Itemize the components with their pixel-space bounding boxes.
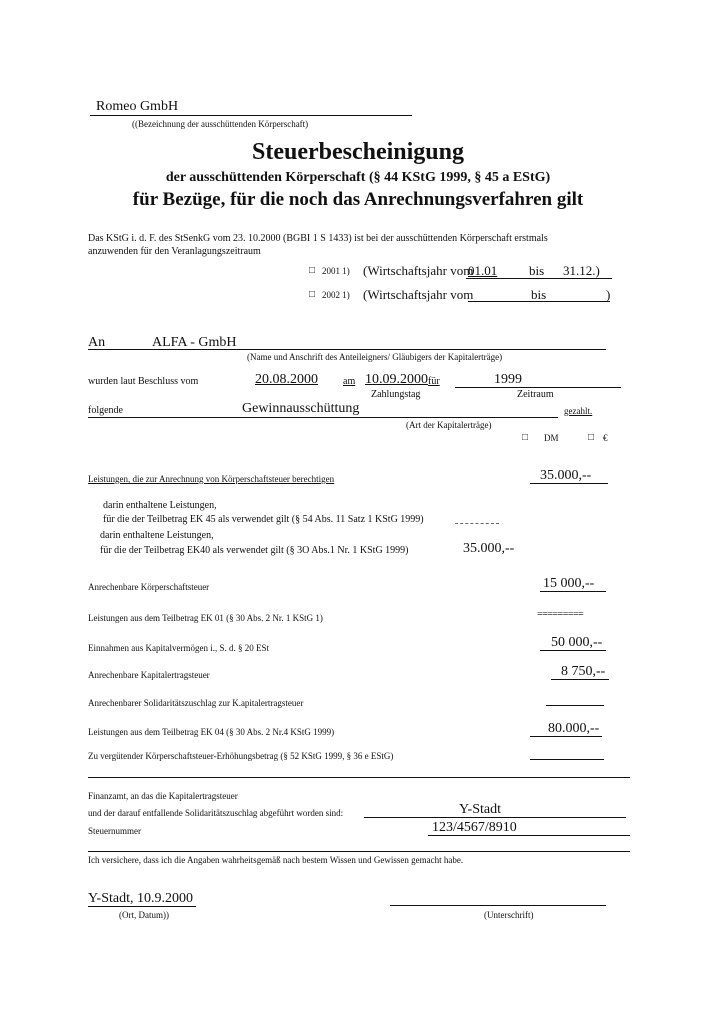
page-title: Steuerbescheinigung bbox=[251, 139, 464, 165]
option-2001-text: (Wirtschaftsjahr vom bbox=[363, 263, 474, 278]
payment-caption: Zahlungstag bbox=[371, 389, 421, 400]
erhoehung-label: Zu vergütender Körperschaftsteuer-Erhöhungsbetrag (§ 52 KStG 1999, § 36 e EStG) bbox=[88, 751, 394, 761]
anr-kst-value: 15 000,-- bbox=[543, 576, 595, 591]
finance-office-line bbox=[364, 817, 626, 818]
currency-dm: DM bbox=[544, 433, 559, 443]
type-line bbox=[88, 417, 558, 418]
place-date: Y-Stadt, 10.9.2000 bbox=[88, 891, 193, 906]
ek01-label: Leistungen aus dem Teilbetrag EK 01 (§ 30 Abs. 2 Nr. 1 KStG 1) bbox=[88, 613, 323, 623]
issuer-line bbox=[90, 115, 412, 116]
place-caption: (Ort, Datum)) bbox=[119, 910, 169, 920]
soli-label: Anrechenbarer Solidaritätszuschlag zur K.apitalertragsteuer bbox=[88, 698, 304, 708]
ek40-line-1: darin enthaltene Leistungen, bbox=[100, 530, 214, 541]
taxno-line bbox=[428, 835, 630, 836]
separator-2 bbox=[88, 851, 630, 852]
ek40-line-2: für die der Teilbetrag EK40 als verwendet gilt (§ 3O Abs.1 Nr. 1 KStG 1999) bbox=[100, 545, 409, 556]
option-2001-label: 2001 1) bbox=[322, 266, 350, 276]
leistungen-label: Leistungen, die zur Anrechnung von Körperschaftsteuer berechtigen bbox=[88, 474, 335, 484]
checkbox-dm[interactable]: □ bbox=[522, 432, 529, 443]
ek04-value: 80.000,-- bbox=[548, 721, 600, 736]
finance-line-2: und der darauf entfallende Solidaritätszuschlag abgeführt worden sind: bbox=[88, 808, 344, 818]
recipient-name: ALFA - GmbH bbox=[152, 335, 237, 350]
subtitle-1: der ausschüttenden Körperschaft (§ 44 KStG 1999, § 45 a EStG) bbox=[165, 170, 551, 185]
anr-kst-label: Anrechenbare Körperschaftsteuer bbox=[88, 582, 210, 592]
gezahlt-label: gezahlt. bbox=[564, 406, 593, 416]
kapest-value: 8 750,-- bbox=[561, 664, 606, 679]
period-caption: Zeitraum bbox=[517, 389, 554, 400]
signature-line[interactable] bbox=[390, 905, 606, 906]
taxno-label: Steuernummer bbox=[88, 826, 141, 836]
option-2002-bis: bis bbox=[531, 287, 547, 302]
soli-line[interactable] bbox=[546, 705, 604, 706]
leistungen-line bbox=[530, 483, 608, 484]
recipient-caption: (Name und Anschrift des Anteileigners/ Gläubigers der Kapitalerträge) bbox=[247, 352, 503, 362]
resolution-fuer: für bbox=[428, 376, 440, 387]
place-date-line bbox=[88, 906, 196, 907]
ek04-line bbox=[530, 736, 602, 737]
resolution-date: 20.08.2000 bbox=[255, 372, 318, 387]
ek45-line-2: für die der Teilbetrag EK 45 als verwendet gilt (§ 54 Abs. 11 Satz 1 KStG 1999) bbox=[103, 514, 424, 525]
ek01-value: ========= bbox=[537, 609, 584, 620]
sign-caption: (Unterschrift) bbox=[484, 910, 534, 920]
checkbox-2002[interactable]: □ bbox=[309, 289, 316, 300]
ek04-label: Leistungen aus dem Teilbetrag EK 04 (§ 30 Abs. 2 Nr.4 KStG 1999) bbox=[88, 727, 335, 737]
einnahmen-value: 50 000,-- bbox=[551, 635, 603, 650]
kapest-line bbox=[551, 679, 609, 680]
resolution-label: wurden laut Beschluss vom bbox=[88, 376, 199, 387]
option-2001-to: 31.12.) bbox=[563, 263, 600, 278]
finance-office: Y-Stadt bbox=[459, 802, 501, 817]
ek40-value: 35.000,-- bbox=[463, 541, 515, 556]
ek45-line-1: darin enthaltene Leistungen, bbox=[103, 500, 217, 511]
distribution-type: Gewinnausschüttung bbox=[242, 401, 360, 416]
finance-line-1: Finanzamt, an das die Kapitalertragsteuer bbox=[88, 791, 238, 801]
issuer-caption: ((Bezeichnung der ausschüttenden Körperschaft) bbox=[132, 119, 309, 129]
erhoehung-line[interactable] bbox=[530, 759, 604, 760]
currency-eur: € bbox=[603, 433, 608, 443]
recipient-prefix: An bbox=[88, 335, 106, 350]
einnahmen-label: Einnahmen aus Kapitalvermögen i., S. d. § 20 ESt bbox=[88, 643, 269, 653]
type-caption: (Art der Kapitalerträge) bbox=[406, 420, 492, 430]
ek45-value-line bbox=[455, 523, 499, 524]
subtitle-2: für Bezüge, für die noch das Anrechnungsverfahren gilt bbox=[132, 189, 584, 210]
option-2002-label: 2002 1) bbox=[322, 290, 350, 300]
issuer-name: Romeo GmbH bbox=[96, 99, 179, 114]
leistungen-value: 35.000,-- bbox=[540, 468, 592, 483]
taxno-value: 123/4567/8910 bbox=[432, 820, 517, 835]
recipient-line bbox=[88, 349, 606, 350]
payment-date: 10.09.2000 bbox=[365, 372, 428, 387]
resolution-am: am bbox=[343, 376, 356, 387]
option-2001-from: 01.01 bbox=[468, 263, 498, 278]
separator-1 bbox=[88, 777, 630, 778]
declaration-text: Ich versichere, dass ich die Angaben wahrheitsgemäß nach bestem Wissen und Gewissen gemacht habe. bbox=[88, 855, 464, 865]
checkbox-eur[interactable]: □ bbox=[588, 432, 595, 443]
intro-line-1: Das KStG i. d. F. des StSenkG vom 23. 10.2000 (BGBI 1 S 1433) ist bei der ausschüttenden Körperschaft erstmals bbox=[88, 233, 548, 244]
einnahmen-line bbox=[540, 650, 606, 651]
intro-line-2: anzuwenden für den Veranlagungszeitraum bbox=[88, 246, 261, 257]
option-2002-to: ) bbox=[606, 287, 611, 302]
resolution-period: 1999 bbox=[494, 372, 522, 387]
anr-kst-line bbox=[540, 591, 606, 592]
option-2001-bis: bis bbox=[529, 263, 545, 278]
period-line bbox=[455, 387, 621, 388]
option-2002-text: (Wirtschaftsjahr vom bbox=[363, 287, 474, 302]
kapest-label: Anrechenbare Kapitalertragsteuer bbox=[88, 670, 210, 680]
checkbox-2001[interactable]: □ bbox=[309, 265, 316, 276]
folgende-label: folgende bbox=[88, 405, 123, 416]
